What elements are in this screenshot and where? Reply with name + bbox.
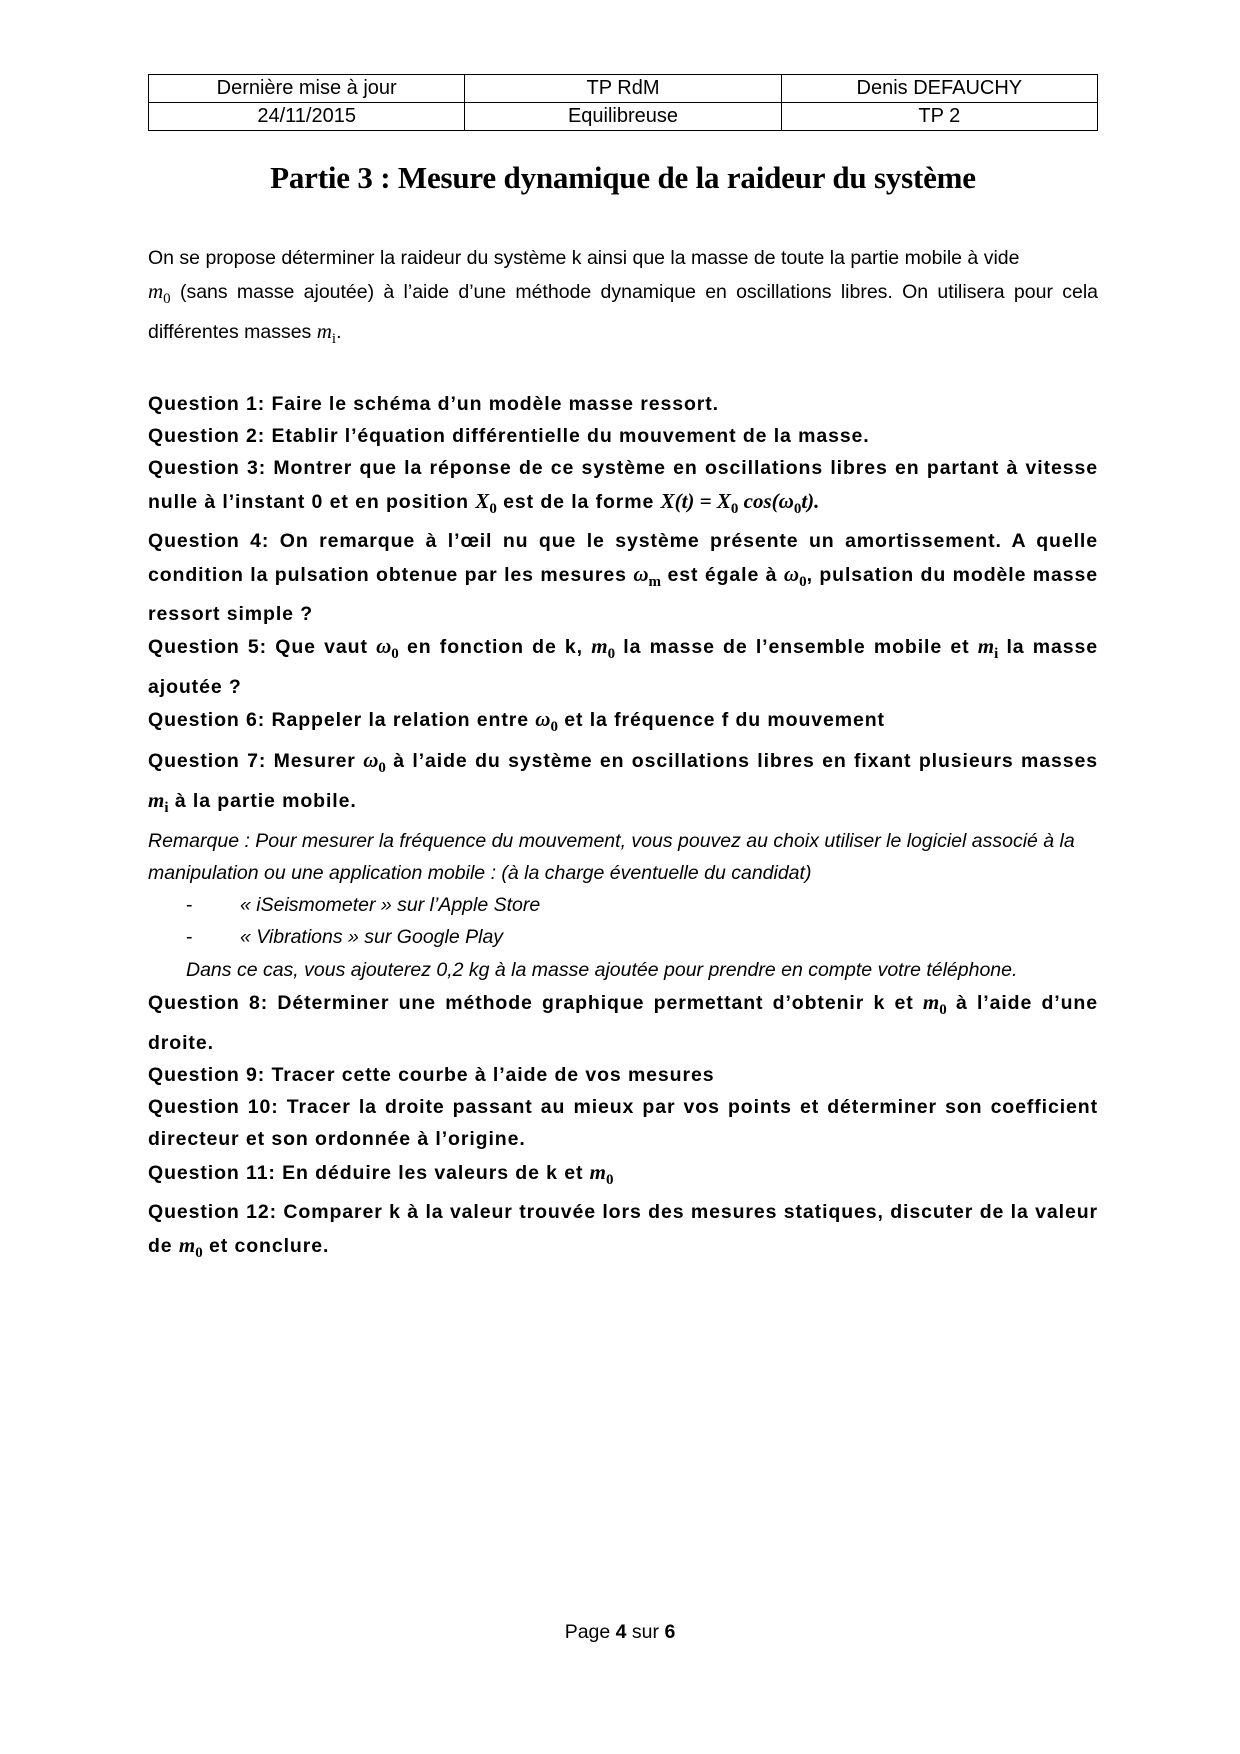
intro-paragraph — [148, 242, 1098, 356]
math-sub: i — [994, 646, 999, 663]
math-sub: 0 — [378, 759, 386, 776]
math-base: X — [475, 488, 490, 513]
question-9: Question 9: Tracer cette courbe à l’aide de vos mesures — [148, 1063, 715, 1086]
math-sub: 0 — [163, 290, 171, 307]
math-mi — [316, 319, 337, 348]
note-paragraph: Dans ce cas, vous ajouterez 0,2 kg à la masse ajoutée pour prendre en compte votre téléphone. — [186, 958, 1018, 981]
question-text: Question 7: Mesurer — [148, 749, 364, 772]
math-sub: 0 — [550, 719, 558, 736]
math-sub: 0 — [939, 1002, 947, 1019]
math-base: m — [591, 634, 608, 659]
footer-text: sur — [626, 1621, 665, 1643]
math-sub: 0 — [391, 646, 399, 663]
math-sub: 0 — [799, 573, 807, 590]
question-10: Question 10: Tracer la droite passant au mieux par vos points et déterminer son coefficient directeur et son ordonnée à l’origine. — [148, 1096, 1098, 1151]
question-6 — [148, 703, 1098, 743]
header-cell-update-label: Dernière mise à jour — [149, 75, 465, 103]
math-sub: m — [648, 573, 662, 590]
math-m0 — [922, 990, 947, 1019]
math-base: ω — [376, 634, 392, 659]
header-cell-author: Denis DEFAUCHY — [781, 75, 1097, 103]
math-sub: 0 — [607, 646, 616, 663]
math-base: X(t) = X — [660, 488, 731, 513]
list-item — [148, 921, 1098, 953]
math-m0 — [148, 278, 171, 307]
math-base: m — [178, 1232, 196, 1257]
page-title: Partie 3 : Mesure dynamique de la raideur du système — [270, 160, 976, 195]
header-cell-course: TP RdM — [465, 75, 781, 103]
math-sub: i — [331, 331, 337, 348]
math-omega-0 — [783, 561, 807, 590]
math-base: t). — [801, 488, 820, 513]
question-7 — [148, 744, 1098, 825]
bullet-dash: - — [186, 894, 193, 917]
math-omega-0 — [363, 747, 386, 776]
math-base: ω — [633, 561, 649, 586]
main-content — [148, 242, 1098, 1269]
question-text: et conclure. — [202, 1234, 330, 1257]
question-text: et la fréquence f du mouvement — [557, 709, 885, 732]
list-item-text: « Vibrations » sur Google Play — [240, 926, 504, 949]
question-text: à l’aide du système en oscillations libres en fixant plusieurs masses — [385, 749, 1098, 772]
page-footer — [0, 1621, 1240, 1644]
math-base: m — [589, 1159, 607, 1184]
bullet-dash: - — [186, 926, 193, 949]
question-11 — [148, 1156, 1098, 1196]
question-text: , pulsation du modèle masse ressort simple ? — [148, 563, 1098, 626]
question-text: la masse de l’ensemble mobile et — [615, 636, 978, 659]
question-text: Question 6: Rappeler la relation entre — [148, 709, 536, 732]
math-mi — [977, 634, 999, 663]
question-text: Question 3: Montrer que la réponse de ce système en oscillations libres en partant à vitesse nulle à l’instant 0 et en position — [148, 457, 1098, 513]
list-item — [148, 889, 1098, 921]
question-text: Question 5: Que vaut — [148, 636, 377, 659]
question-text: Question 8: Déterminer une méthode graphique permettant d’obtenir k et — [148, 992, 923, 1015]
page-total: 6 — [664, 1621, 676, 1643]
question-text: Question 12: Comparer k à la valeur trouvée lors des mesures statiques, discuter de la valeur de — [148, 1201, 1098, 1257]
question-3 — [148, 452, 1098, 525]
header-cell-subject: Equilibreuse — [465, 103, 781, 131]
header-cell-date: 24/11/2015 — [149, 103, 465, 131]
math-omega-m — [633, 561, 662, 590]
math-base: m — [316, 319, 332, 344]
footer-text: Page — [564, 1621, 616, 1643]
question-text: en fonction de k, — [398, 636, 592, 659]
math-m0 — [589, 1159, 614, 1188]
intro-text: On se propose déterminer la raideur du système k ainsi que la masse de toute la partie mobile à vide — [148, 247, 1020, 269]
header-row — [149, 103, 1098, 131]
math-base: ω — [363, 747, 379, 772]
questions-list — [148, 388, 1098, 1269]
math-sub: 0 — [195, 1244, 203, 1261]
intro-text: . — [336, 321, 342, 344]
math-formula — [660, 488, 820, 517]
question-text: la masse ajoutée ? — [148, 636, 1098, 698]
math-mi — [148, 788, 169, 817]
math-m0 — [591, 634, 616, 663]
question-text: Question 4: On remarque à l’œil nu que le système présente un amortissement. A quelle condition la pulsation obtenue par les mesures — [148, 530, 1098, 586]
question-4 — [148, 525, 1098, 630]
math-sub: 0 — [793, 500, 802, 517]
page-number: 4 — [615, 1621, 627, 1643]
math-x0 — [475, 488, 497, 517]
math-base: m — [148, 788, 165, 813]
math-base: ω — [535, 707, 551, 732]
math-base: cos(ω — [738, 488, 794, 513]
math-base: ω — [783, 561, 800, 586]
math-base: m — [977, 634, 995, 659]
header-table — [148, 74, 1098, 131]
header-row — [149, 75, 1098, 103]
header-cell-tp-number: TP 2 — [781, 103, 1097, 131]
question-12 — [148, 1196, 1098, 1269]
question-8 — [148, 986, 1098, 1059]
question-5 — [148, 630, 1098, 703]
math-omega-0 — [535, 707, 558, 736]
math-base: m — [148, 278, 164, 303]
question-text: Question 11: En déduire les valeurs de k et — [148, 1161, 590, 1184]
math-base: m — [922, 990, 940, 1015]
math-sub: 0 — [489, 500, 497, 517]
remark-paragraph: Remarque : Pour mesurer la fréquence du mouvement, vous pouvez au choix utiliser le logiciel associé à la manipulation ou une application mobile : (à la charge éventuelle du candidat) — [148, 829, 1075, 884]
question-2: Question 2: Etablir l’équation différentielle du mouvement de la masse. — [148, 425, 870, 448]
math-sub: 0 — [730, 500, 739, 517]
list-item-text: « iSeismometer » sur l’Apple Store — [240, 894, 541, 917]
question-1: Question 1: Faire le schéma d’un modèle masse ressort. — [148, 392, 719, 415]
question-text: à la partie mobile. — [168, 790, 357, 813]
math-sub: i — [164, 800, 169, 817]
question-text: à l’aide d’une droite. — [148, 992, 1098, 1054]
math-sub: 0 — [606, 1171, 614, 1188]
question-text: est égale à — [661, 563, 784, 586]
question-text: est de la forme — [496, 490, 661, 513]
math-omega-0 — [376, 634, 399, 663]
math-m0 — [178, 1232, 203, 1261]
intro-text: (sans masse ajoutée) à l’aide d’une méthode dynamique en oscillations libres. On utilisera pour cela différentes masses — [148, 280, 1098, 344]
